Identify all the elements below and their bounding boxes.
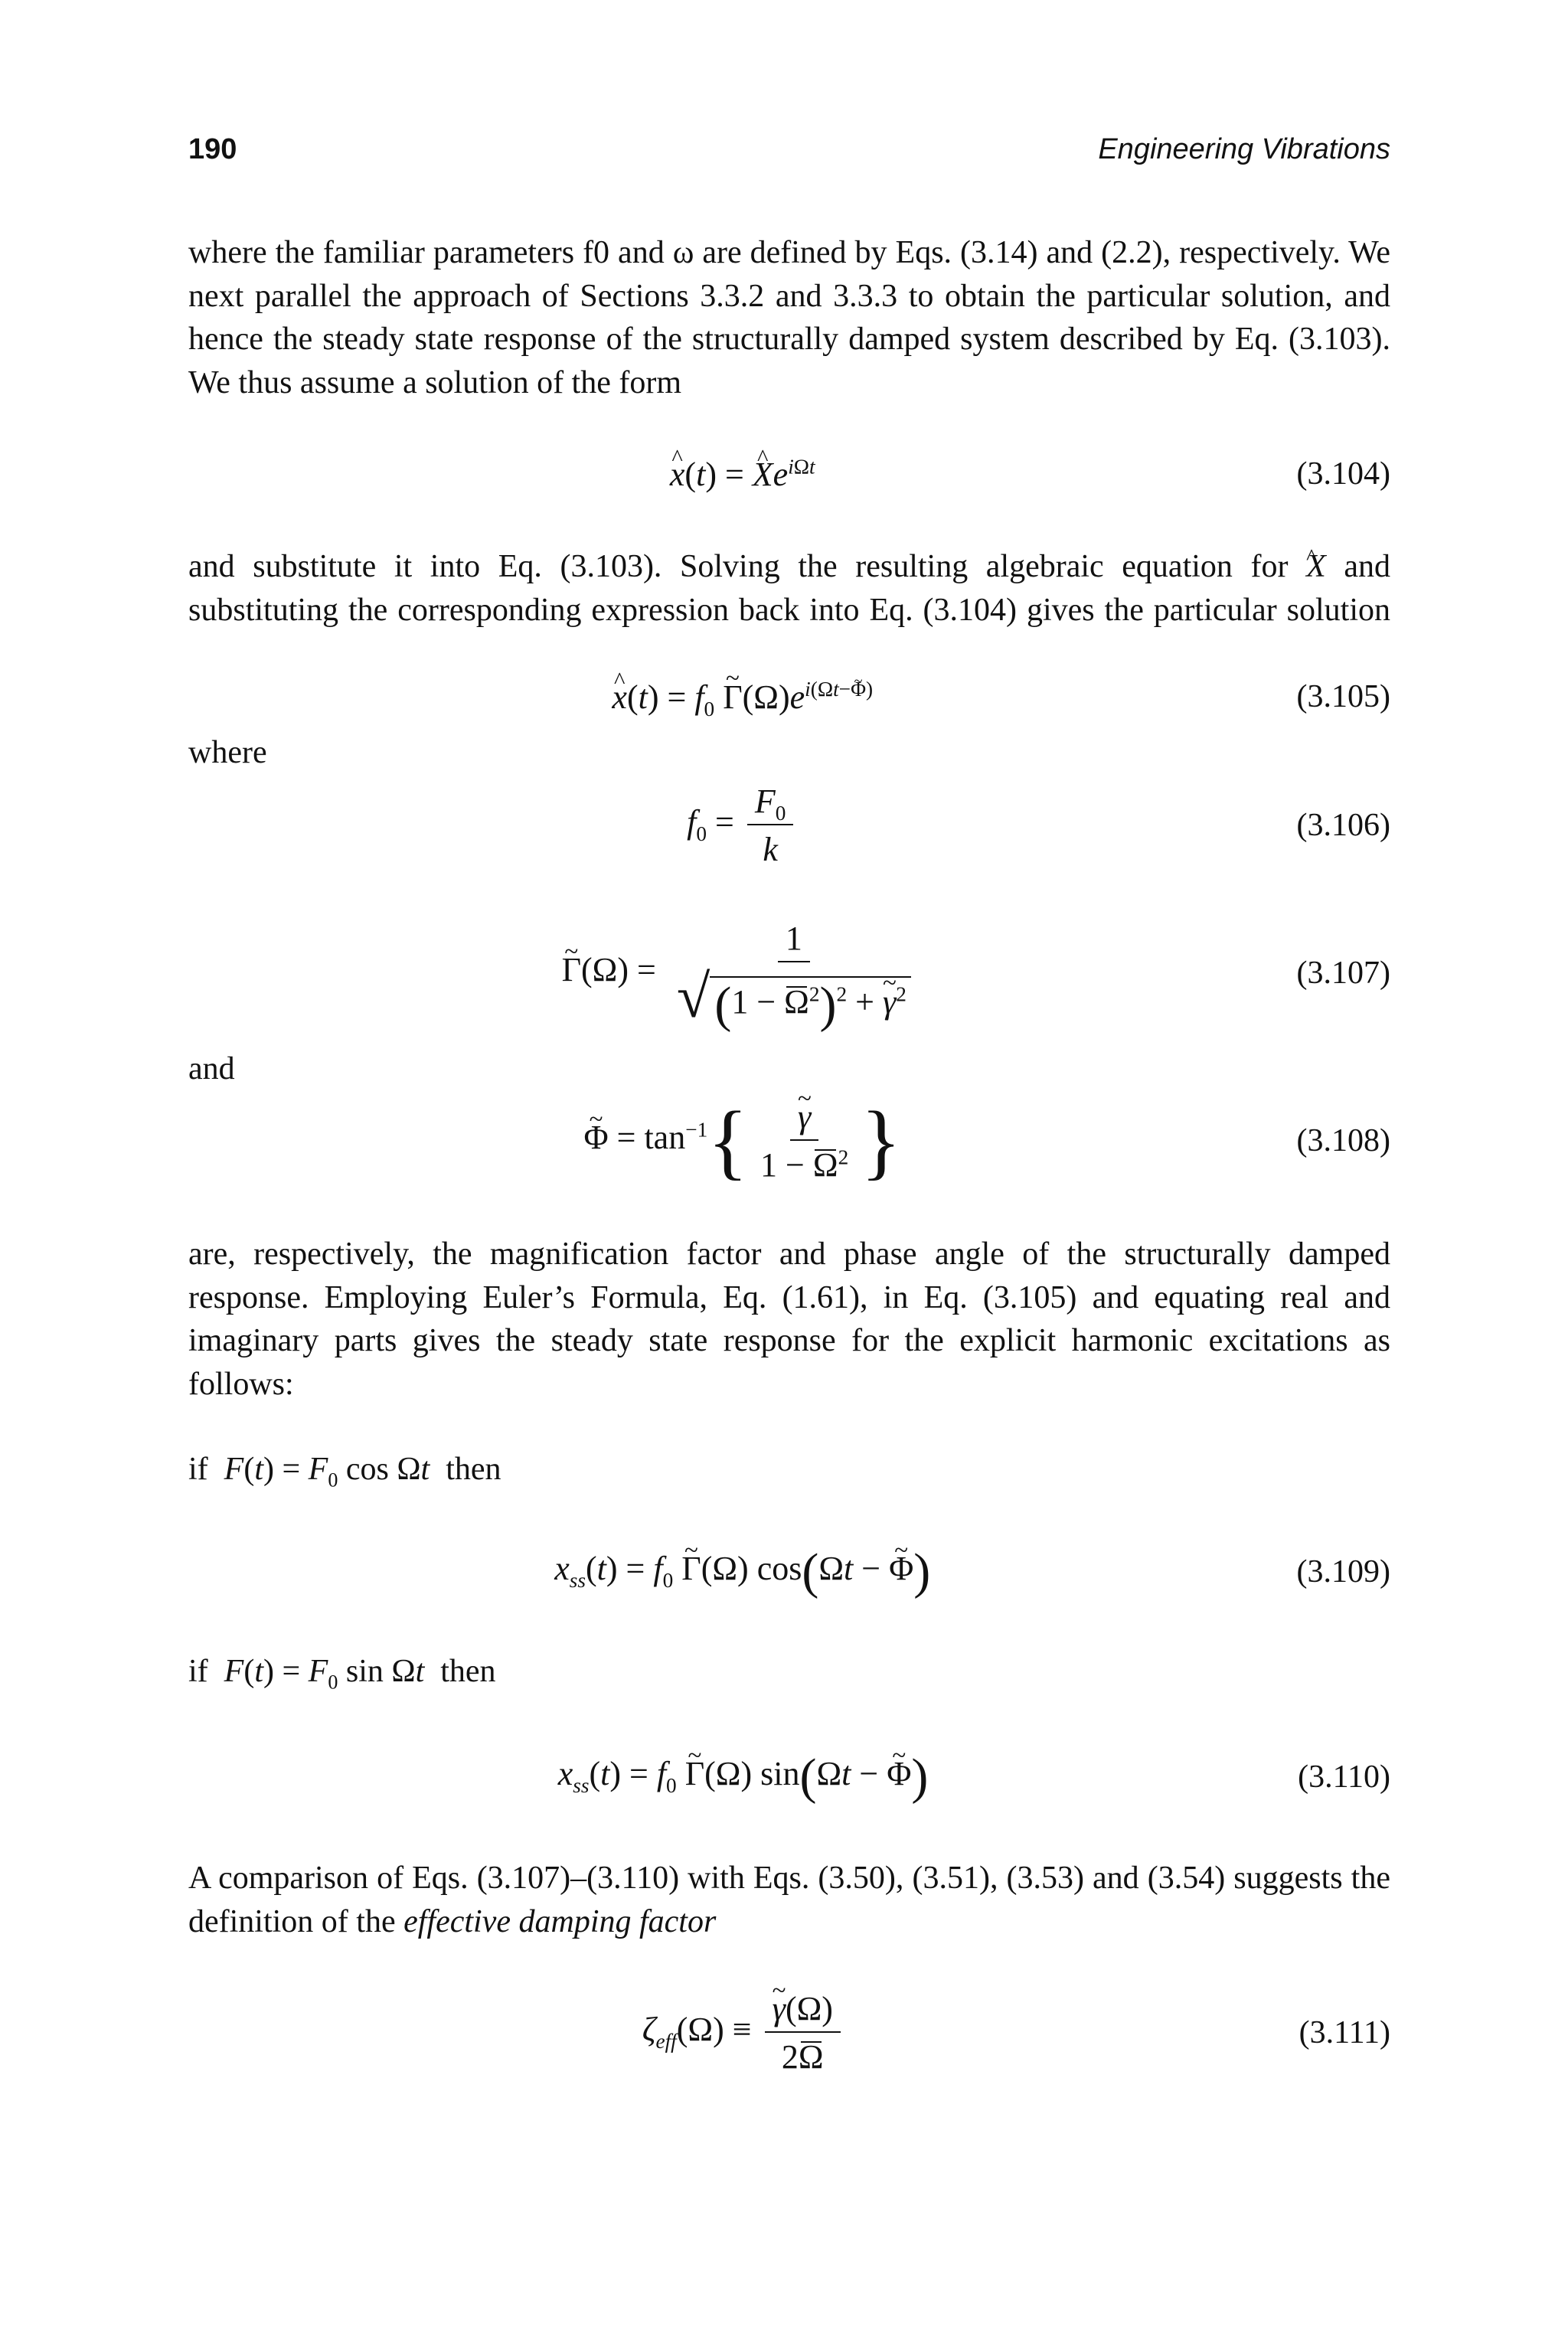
equation-3-104-body: ^ x(t) = ^ $Xe^{i\Omega t}$ (188, 455, 1297, 494)
equation-3-105-body: ^ $x(t) = f_0$ ~ $\Gamma(\Omega)e^{i(\Omega t-\Phi)}$ (188, 678, 1297, 717)
equation-number: (3.111) (1298, 2015, 1390, 2050)
equation-number: (3.109) (1296, 1554, 1390, 1589)
equation-3-111 (188, 1983, 1390, 2083)
equation-3-105 (188, 666, 1390, 727)
paragraph-results: are, respectively, the magnification factor and phase angle of the structurally damped response. Employing Euler’s Formula, Eq. (1.61), in Eq. (3.105) and equating real and imaginary parts gives the steady state response for the explicit harmonic excitations as follows: (188, 1237, 1390, 1402)
equation-number: (3.104) (1296, 456, 1390, 492)
term-effective-damping-factor: effective damping factor (403, 1903, 717, 1939)
page-number: 190 (188, 133, 237, 165)
paragraph-intro: where the familiar parameters f0 and ω are defined by Eqs. (3.14) and (2.2), respectively. We next parallel the approach of Sections 3.3.2 and 3.3.3 to obtain the particular solution, and hence the steady state response of the structurally damped system described by Eq. (3.103). We thus assume a solution of the form (188, 235, 1390, 400)
condition-cosine: if $F(t) = F_0$ cos Ωt then (188, 1452, 501, 1491)
equation-number: (3.110) (1298, 1759, 1390, 1795)
paragraph-comparison (188, 1857, 1390, 1943)
equation-3-107 (188, 916, 1390, 1031)
equation-3-106-body: $f_0$ = $\frac{F_0}{k}$ (188, 782, 1297, 869)
condition-sine: if $F(t) = F_0$ sin Ωt then (188, 1654, 496, 1694)
equation-3-104 (188, 447, 1390, 501)
equation-3-109 (188, 1543, 1390, 1601)
word-and: and (188, 1051, 235, 1086)
page-header (188, 133, 1390, 179)
paragraph-substitute-rest: and substituting the corresponding expression back into Eq. (3.104) gives the particular solution (188, 549, 1391, 628)
paragraph-substitute-lead: and substitute it into Eq. (3.103). Solving the resulting algebraic equation for (188, 549, 1289, 584)
equation-number: (3.107) (1296, 956, 1390, 991)
equation-3-109-body: $x_{ss}(t) = f_0$ ~ Γ(Ω) cos(Ωt − ~ Φ) (188, 1549, 1297, 1595)
running-title: Engineering Vibrations (1098, 133, 1390, 165)
word-where: where (188, 735, 267, 770)
equation-3-107-body: ~ Γ(Ω) = 1 √ $(1 - \Omega^2)^2$ + ~ $\gamma^2$ (188, 919, 1297, 1028)
paragraph-comparison-lead: A comparison of Eqs. (3.107)–(3.110) with Eqs. (3.50), (3.51), (3.53) and (3.54) suggests the definition of the (188, 1861, 1390, 1939)
equation-3-111-body: $\zeta_{eff}(\Omega)$ ≡ ~ $\frac{\gamma(\Omega)}{2\Omega}$ (188, 1989, 1299, 2076)
equation-3-108-body: ~ $\Phi = \tan^{-1}${ ~ $\frac{\gamma}{1 - \Omega^2}$ } (188, 1097, 1297, 1184)
equation-3-106 (188, 779, 1390, 871)
equation-3-110-body: $x_{ss}(t) = f_0$ ~ Γ(Ω) sin(Ωt − ~ Φ) (188, 1754, 1298, 1800)
equation-number: (3.106) (1296, 808, 1390, 843)
equation-number: (3.108) (1296, 1123, 1390, 1158)
equation-number: (3.105) (1296, 679, 1390, 714)
equation-3-108 (188, 1091, 1390, 1191)
paragraph-substitute: and substitute it into Eq. (3.103). Solving the resulting algebraic equation for ^ X and substituting the corresponding expression back into Eq. (3.104) gives the particular solution (188, 545, 1390, 632)
equation-3-110 (188, 1748, 1390, 1806)
